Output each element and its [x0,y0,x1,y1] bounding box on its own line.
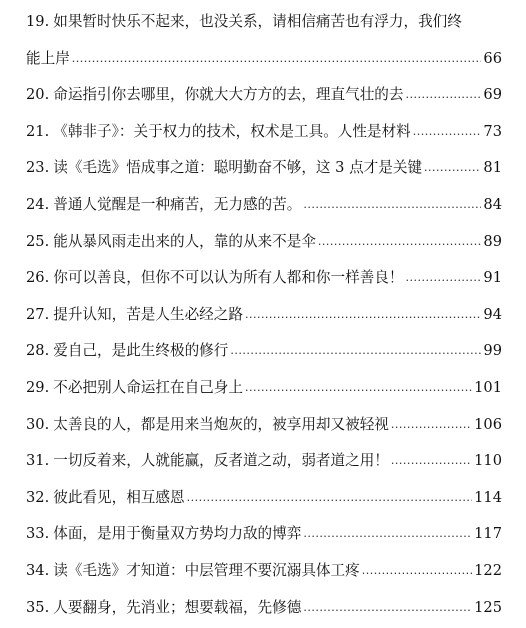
toc-entry[interactable] [26,370,502,407]
entry-page-number: 91 [483,269,502,287]
dot-leader [318,224,482,261]
entry-title: 读《毛选》悟成事之道：聪明勤奋不够，这 3 点才是关键 [53,159,423,177]
entry-number: 23. [26,159,50,177]
entry-title: 提升认知，苦是人生必经之路 [53,305,243,323]
entry-page-number: 110 [474,452,502,470]
entry-title: 如果暂时快乐不起来，也没关系，请相信痛苦也有浮力，我们终 [53,13,462,30]
dot-leader [303,516,472,553]
entry-number: 26. [26,269,50,287]
entry-page-number: 125 [474,598,502,616]
entry-page-number: 122 [474,561,502,579]
toc-entry[interactable] [26,516,502,553]
toc-entries [26,77,502,626]
entry-number: 27. [26,305,50,323]
entry-page-number: 101 [474,378,502,396]
entry-page-number: 81 [483,159,502,177]
entry-title: 不必把别人命运扛在自己身上 [53,378,243,396]
entry-page-number: 66 [483,49,502,67]
entry-number: 33. [26,525,50,543]
dot-leader [362,553,472,590]
toc-entry-19-line1[interactable] [26,4,502,41]
entry-title: 你可以善良，但你不可以认为所有人都和你一样善良！ [53,269,404,287]
entry-number: 35. [26,598,50,616]
entry-number: 32. [26,488,50,506]
entry-title: 爱自己，是此生终极的修行 [53,342,229,360]
entry-number: 29. [26,378,50,396]
toc-entry-19-line2[interactable] [26,41,502,78]
entry-title: 太善良的人，都是用来当炮灰的，被享用却又被轻视 [53,415,389,433]
entry-page-number: 84 [483,195,502,213]
toc-entry[interactable] [26,480,502,517]
entry-title: 体面，是用于衡量双方势均力敌的博弈 [53,525,302,543]
toc-entry[interactable] [26,260,502,297]
dot-leader [245,297,481,334]
dot-leader [413,114,482,151]
entry-page-number: 106 [474,415,502,433]
toc-entry[interactable] [26,187,502,224]
entry-title-continued: 能上岸 [26,49,70,67]
dot-leader [187,480,473,517]
dot-leader [405,260,481,297]
entry-title: 彼此看见，相互感恩 [53,488,185,506]
entry-number: 21. [26,122,50,140]
toc-entry[interactable] [26,590,502,627]
entry-title: 能从暴风雨走出来的人，靠的从来不是伞 [53,232,316,250]
toc-entry[interactable] [26,297,502,334]
entry-page-number: 73 [483,122,502,140]
entry-title: 命运指引你去哪里，你就大大方方的去，理直气壮的去 [53,86,404,104]
entry-number: 28. [26,342,50,360]
entry-page-number: 69 [483,86,502,104]
dot-leader [303,590,472,627]
entry-number: 24. [26,195,50,213]
toc-entry[interactable] [26,333,502,370]
toc-entry[interactable] [26,407,502,444]
dot-leader [303,187,481,224]
entry-number: 31. [26,452,50,470]
dot-leader [391,407,472,444]
entry-title: 《韩非子》：关于权力的技术，权术是工具。人性是材料 [53,122,411,140]
entry-number: 34. [26,561,50,579]
entry-title: 读《毛选》才知道：中层管理不要沉溺具体工疼 [53,561,360,579]
toc-entry[interactable] [26,443,502,480]
entry-page-number: 94 [483,305,502,323]
entry-number: 20. [26,86,50,104]
entry-page-number: 89 [483,232,502,250]
dot-leader [230,333,481,370]
dot-leader [424,150,481,187]
entry-title: 普通人觉醒是一种痛苦，无力感的苦。 [53,195,302,213]
toc-entry[interactable] [26,553,502,590]
entry-number: 19. [26,13,50,30]
dot-leader [245,370,472,407]
toc-entry[interactable] [26,114,502,151]
dot-leader [72,41,482,78]
entry-number: 30. [26,415,50,433]
entry-number: 25. [26,232,50,250]
toc-entry[interactable] [26,224,502,261]
entry-title: 人要翻身，先消业；想要载福，先修德 [53,598,302,616]
entry-title: 一切反着来，人就能赢，反者道之动，弱者道之用！ [53,452,389,470]
toc-entry[interactable] [26,77,502,114]
entry-page-number: 114 [474,488,502,506]
dot-leader [405,77,481,114]
dot-leader [391,443,472,480]
table-of-contents [26,4,502,626]
entry-page-number: 117 [474,525,502,543]
entry-page-number: 99 [483,342,502,360]
toc-entry[interactable] [26,150,502,187]
